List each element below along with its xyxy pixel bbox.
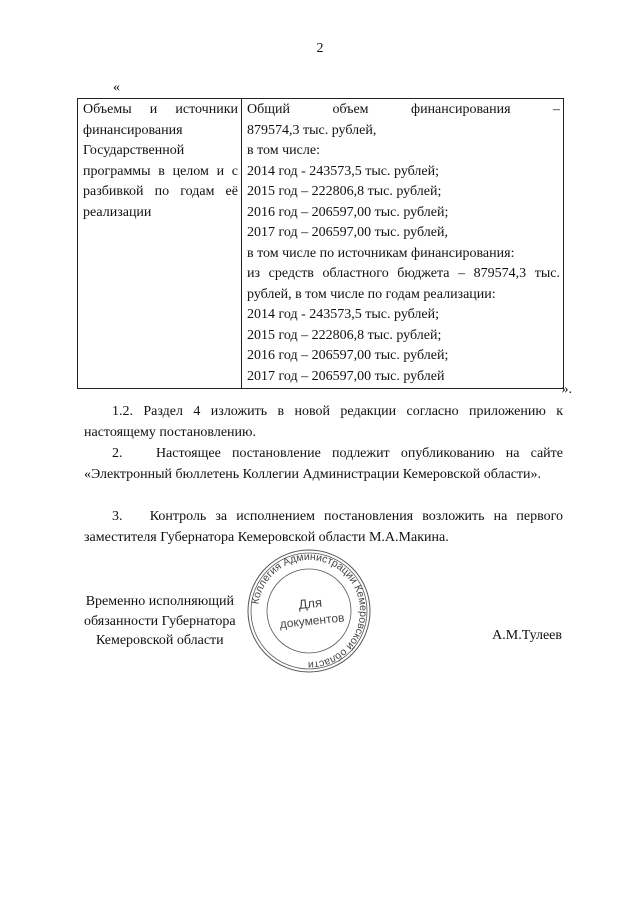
funding-line: в том числе: [247,143,320,158]
funding-line: 879574,3 тыс. рублей, [247,122,377,138]
funding-line: 2016 год – 206597,00 тыс. рублей; [247,204,449,220]
closing-quote: ». [561,382,572,397]
signer-name: А.М.Тулеев [492,628,562,643]
signature-position [84,592,236,651]
funding-line: 2014 год - 243573,5 тыс. рублей; [247,163,440,179]
stamp-ring-text: Коллегия Администрации Кемеровской области [249,550,370,672]
total-funding-heading: Общий объем финансирования – [247,102,560,117]
stamp-center-line-2: документов [279,610,346,632]
page-number: 2 [316,41,324,56]
opening-quote: « [113,80,120,95]
official-stamp [246,548,372,674]
paragraph-1-2: 1.2. Раздел 4 изложить в новой редакции согласно приложению к настоящему постановлению. [84,404,563,440]
stamp-center-line-1: Для [297,594,323,613]
funding-line: рублей, в том числе по годам реализации: [247,286,496,302]
funding-line: 2014 год - 243573,5 тыс. рублей; [247,307,440,322]
funding-value-cell [242,99,564,389]
paragraph-3: 3. Контроль за исполнением постановления возложить на первого заместителя Губернатора Кемеровской области М.А.Макина. [84,509,563,545]
funding-line: 2016 год – 206597,00 тыс. рублей; [247,348,449,363]
funding-table [77,98,564,389]
funding-label-cell: Объемы и источники финансирования Государственной программы в целом и с разбивкой по годам её реализации [78,99,242,389]
table-row [78,99,564,389]
signature-position-line: Кемеровской области [95,633,224,648]
paragraph-2: 2. Настоящее постановление подлежит опубликованию на сайте «Электронный бюллетень Коллегии Администрации Кемеровской области». [84,446,563,482]
signature-position-line: Временно исполняющий [85,594,234,609]
funding-line: 2017 год – 206597,00 тыс. рублей, [247,225,448,240]
signature-position-line: обязанности Губернатора [84,613,236,629]
funding-line: 2015 год – 222806,8 тыс. рублей; [247,184,442,199]
funding-line: в том числе по источникам финансирования: [247,245,515,261]
regional-budget-line: из средств областного бюджета – 879574,3 тыс. [247,266,560,281]
funding-line: 2017 год – 206597,00 тыс. рублей [247,368,445,384]
funding-line: 2015 год – 222806,8 тыс. рублей; [247,327,442,343]
